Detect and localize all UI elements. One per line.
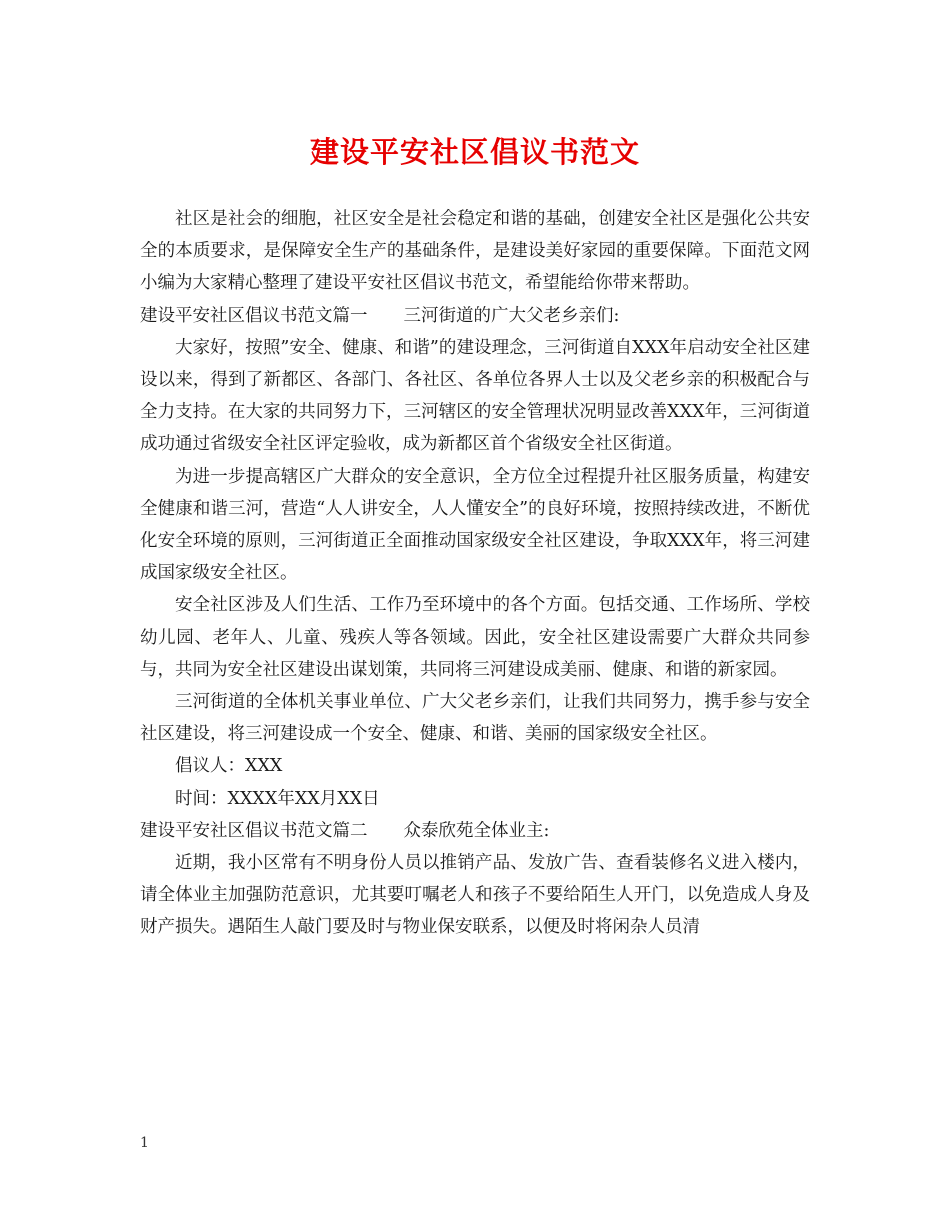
section1-heading-line bbox=[140, 300, 810, 332]
intro-paragraph: 社区是社会的细胞，社区安全是社会稳定和谐的基础，创建安全社区是强化公共安全的本质要求，是保障安全生产的基础条件，是建设美好家园的重要保障。下面范文网小编为大家精心整理了建设平安社区倡议书范文，希望能给你带来帮助。 bbox=[140, 209, 810, 294]
section1-paragraph: 三河街道的全体机关事业单位、广大父老乡亲们，让我们共同努力，携手参与安全社区建设，将三河建设成一个安全、健康、和谐、美丽的国家级安全社区。 bbox=[140, 692, 810, 745]
section1-paragraph: 大家好，按照”安全、健康、和谐”的建设理念，三河街道自XXX年启动安全社区建设以来，得到了新都区、各部门、各社区、各单位各界人士以及父老乡亲的积极配合与全力支持。在大家的共同努力下，三河辖区的安全管理状况明显改善XXX年，三河街道成功通过省级安全社区评定验收，成为新都区首个省级安全社区街道。 bbox=[140, 337, 810, 455]
section1-salutation: 三河街道的广大父老乡亲们: bbox=[403, 305, 620, 326]
section2-heading-line bbox=[140, 815, 810, 847]
page-number: 1 bbox=[140, 1135, 149, 1151]
section2-salutation: 众泰欣苑全体业主: bbox=[403, 820, 550, 841]
section1-paragraph: 安全社区涉及人们生活、工作乃至环境中的各个方面。包括交通、工作场所、学校幼儿园、老年人、儿童、残疾人等各领域。因此，安全社区建设需要广大群众共同参与，共同为安全社区建设出谋划策，共同将三河建设成美丽、健康、和谐的新家园。 bbox=[140, 595, 810, 680]
section1-paragraph: 为进一步提高辖区广大群众的安全意识，全方位全过程提升社区服务质量，构建安全健康和谐三河，营造“人人讲安全，人人懂安全”的良好环境，按照持续改进，不断优化安全环境的原则，三河街道正全面推动国家级安全社区建设，争取XXX年，将三河建成国家级安全社区。 bbox=[140, 466, 810, 584]
section2-paragraph: 近期，我小区常有不明身份人员以推销产品、发放广告、查看装修名义进入楼内，请全体业主加强防范意识，尤其要叮嘱老人和孩子不要给陌生人开门，以免造成人身及财产损失。遇陌生人敲门要及时与物业保安联系，以便及时将闲杂人员清 bbox=[140, 853, 810, 938]
section2-heading: 建设平安社区倡议书范文篇二 bbox=[140, 820, 368, 841]
section1-date: 时间：XXXX年XX月XX日 bbox=[175, 788, 380, 809]
section1-heading: 建设平安社区倡议书范文篇一 bbox=[140, 305, 368, 326]
section1-proposer: 倡议人：XXX bbox=[175, 756, 283, 777]
document-body bbox=[140, 203, 810, 944]
document-title: 建设平安社区倡议书范文 bbox=[309, 135, 640, 169]
